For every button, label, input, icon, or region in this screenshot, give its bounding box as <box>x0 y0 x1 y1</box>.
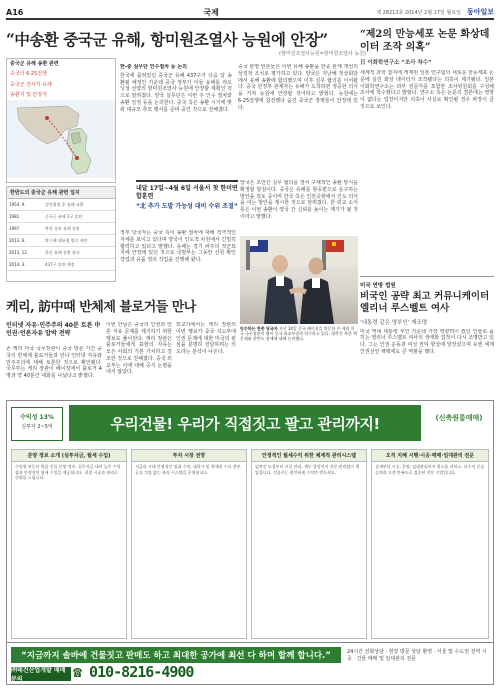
main-subhead: (항미원조열사능원=항미원조열사 능원) <box>279 51 366 57</box>
news-photo <box>240 236 358 324</box>
ad-rate-sub: 실투자 2~5억 <box>21 424 53 430</box>
main-headline: “中송환 중국군 유해, 항미원조열사 능원에 안장” <box>6 30 328 49</box>
handshake-photo-icon <box>240 236 358 324</box>
article1-lead: 한-중 실무단 인수절차 등 논의 <box>120 64 187 70</box>
page-number: A16 <box>6 7 24 17</box>
map-title: 중국군 유해 송환 관련 <box>10 61 59 67</box>
table-row: 2014. 3. 437구 송환 예정 <box>7 259 115 271</box>
table-row: 1997. 북한 경유 유해 송환 <box>7 223 115 235</box>
map-line-3: 송환지 및 안장지 <box>10 91 47 98</box>
article2-column-c: 외교가에서는 케리 장관의 이번 행보가 중국 지도부에 인권 문제에 대한 미국의 관심을 분명히 전달하려는 의도라는 분석이 나온다. <box>176 322 236 355</box>
ad-rate-box <box>11 407 63 441</box>
side-article-title: “제2의 만능세포 논문 화상데이터 조작 의혹” <box>360 29 490 53</box>
article1-column-c <box>120 230 236 292</box>
article2-title: 케리, 訪中때 반체제 블로거들 만나 <box>6 300 196 315</box>
side-article-body: 세계적 과학 잡지에 게재된 일본 연구팀의 새로운 만능세포 논문에 실린 화상 데이터가 조작됐다는 의혹이 제기됐다. 일본 이화학연구소는 외부 전문가를 포함한 조사위원회를 구성해 조사에 착수했다고 밝혔다. 연구소 측은 논문의 결론에는 영향이 없다는 입장이지만 의혹이 사실로 확인될 경우 파장이 클 것으로 보인다. <box>360 70 494 110</box>
article2-subtitle: 인터넷 자유·민주주의 40분 토론 中 인권·언론자유 압박 전략 <box>6 322 101 338</box>
map-line-2: 중국군 전사자 유해 <box>10 81 52 88</box>
ad-footer <box>7 642 493 684</box>
article1-column-d <box>240 180 358 234</box>
ad-panel-2: 투자 시장 전망 저금리 시대 안정적인 임대 수익. 대학가 및 역세권 수요 풍부. 공실 걱정 없는 관리 시스템을 운영합니다. <box>131 449 247 639</box>
article1-body-a: 한국에 묻혀있던 중국군 유해 437구가 다음 달 송환될 예정인 가운데 중국 정부가 이들 유해를 랴오닝성 선양의 항미원조열사 능원에 안장할 계획인 것으로 알려졌다. 양국 실무단은 이번 주 인수 절차와 송환 일정 등을 논의한다. 중국 측은 송환 시기에 맞춰 대규모 추모 행사를 준비 중인 것으로 전해졌다. <box>120 72 232 113</box>
ad-rate-title: 수익성 13% <box>20 414 54 421</box>
side2-sub: ‘대통령 같은 영부인’ 재조명 <box>360 319 428 326</box>
table-row: 1954. 9. 정전협정 후 유해 교환 <box>7 199 115 211</box>
article1-column-b <box>238 64 358 176</box>
caption-body: 지난 14일 중국 베이징을 방문한 존 케리 미국 국무장관이 왕이 중국 외교부장과 악수하고 있다. 양측은 북한 핵 문제와 한반도 정세에 대해 논의했다. <box>240 326 358 342</box>
section-name: 국제 <box>203 7 219 17</box>
ad-phone[interactable]: ☎ 010-8216-4900 <box>73 663 194 681</box>
photo-caption <box>240 326 358 342</box>
related-inset <box>136 180 238 210</box>
map-graphic <box>6 58 116 183</box>
korea-map-icon <box>7 100 115 178</box>
ad-address: 24시간 전화상담 · 현장 방문 상담 환영 · 서울 및 수도권 전역 시공 · 건물 매매 및 임대관리 전문 <box>347 649 487 662</box>
article1-column-a <box>120 64 232 176</box>
ad-tag: (신축원룸매매) <box>435 414 483 422</box>
article1-body-b: 중국 관영 언론들은 이번 유해 송환을 한중 관계 개선의 상징적 조치로 평가하고 있다. 양국은 지난해 정상회담에서 유해 송환에 합의했으며 이후 실무 협의를 이어왔다. 중국 민정부 관계자는 유해가 도착하면 정중한 의식을 거쳐 능원에 안장할 것이라고 밝혔다. 능원에는 6·25전쟁에 참전했다 숨진 중국군 장병들이 안장돼 있다. <box>238 64 358 111</box>
table-row: 2013. 12. 한중 유해 송환 합의 <box>7 247 115 259</box>
table-row: 1981. 중국군 유해 1구 송환 <box>7 211 115 223</box>
ad-panel-1: 분양 정보 소개 (실투자금, 월세 수입) 수익형 부동산 원룸 건물 분양 정보. 실투자금 대비 높은 수익률과 안정적인 월세 수입을 제공합니다. 직접 시공과 관리로 신뢰를 드립니다. <box>11 449 127 639</box>
map-line-1: 중국의 6·25전쟁 <box>10 71 47 78</box>
table-row: 2013. 6. 박근혜 대통령 방중 제안 <box>7 235 115 247</box>
side2-body: 미국 역대 대통령 부인 가운데 가장 영향력이 컸던 인물로 꼽히는 엘리너 루스벨트 여사의 생애와 업적이 다시 조명받고 있다. 그는 인권 운동과 여성 권익 향상에 앞장섰으며 유엔 세계인권선언 채택에도 큰 역할을 했다. <box>360 328 494 355</box>
ad-panel-4: 오직 지혜 시행·시공·매매·임대관리 전문 설계부터 시공, 분양, 임대관리까지 원스톱 서비스. 다수의 준공 실적과 고객 만족도로 검증된 전문 기업입니다. <box>371 449 489 639</box>
issue-meta: 제 28213호 2014년 2월 17일 월요일 <box>376 9 461 16</box>
masthead <box>6 6 494 20</box>
table-title: 한반도의 중국군 유해 관련 일지 <box>7 187 115 199</box>
side-article-byline: 日 이화학연구소 “조사 착수” <box>360 60 432 66</box>
real-estate-ad <box>6 400 494 685</box>
article2-column-a: 존 케리 미국 국무장관이 중국 방문 기간 중국의 반체제 블로거들과 만나 인터넷 자유와 민주주의에 대해 토론한 것으로 확인됐다. 국무부는 케리 장관이 베이징에서 블로거 4명과 약 40분간 대화를 나눴다고 밝혔다. <box>6 346 102 379</box>
timeline-table <box>6 186 116 282</box>
side2-kicker: 미국 연방 법원 <box>360 283 396 289</box>
ad-company: ㈜태건산업개발 매매문의 <box>11 667 71 681</box>
paper-logo: 동아일보 <box>466 8 494 16</box>
side2-title: 비국인 공략 최고 커뮤니케이터 엘리너 루스벨트 여사 <box>360 291 490 315</box>
article2-column-b: 이번 만남은 중국의 인권과 언론 자유 문제를 제기하기 위한 행보로 풀이된다. 케리 장관은 블로거들에게 표현의 자유는 모든 사회의 기본 가치라고 강조한 것으로 전해졌다. 중국 외교부는 이에 대해 공식 논평을 내지 않았다. <box>106 322 172 376</box>
article1-body-mid: 양국은 조만간 실무 협의를 열어 구체적인 송환 방식을 확정할 방침이다. 중국은 유해를 항공편으로 운구하는 방안을 검토 중이며 한국 측은 인천공항에서 인도 의식을 여는 방안을 제시한 것으로 알려졌다. 한 외교 소식통은 이번 송환이 양국 간 신뢰를 높이는 계기가 될 것이라고 말했다. <box>240 180 358 220</box>
ad-footer-quote: “지금까지 솔바에 건물짓고 판매도 하고 최대한 공가에 최선 다 하며 할께 합니다.” <box>11 647 341 663</box>
inset-title-1: 내달 17일~4월 6일 서울서 첫 한미연합훈련 <box>136 185 238 200</box>
ad-panel-3: 안정적인 월세수익 위한 체계적 관리시스템 임차인 모집부터 시설 관리, 세무 상담까지 전문 관리팀이 책임집니다. 건물주는 편안하게 수익만 받으세요. <box>251 449 367 639</box>
side-article-2 <box>360 276 494 389</box>
article1-body-c: 정부 당국자는 중국 측이 송환 절차에 대해 적극적인 자세를 보이고 있다며 양국이 인도적 차원에서 긴밀히 협력하고 있다고 말했다. 유해는 경기 파주의 적군묘지에 안장돼 있던 것으로 국방부는 그동안 신원 확인 작업과 유품 정리 작업을 진행해 왔다. <box>120 230 236 263</box>
caption-title: 악수하는 한중 당국자 <box>240 326 278 331</box>
inset-title-2: “北 추가 도발 가능성 대비 수위 조절” <box>136 202 238 210</box>
ad-title: 우리건물! 우리가 직접짓고 팔고 관리까지! <box>69 405 421 441</box>
